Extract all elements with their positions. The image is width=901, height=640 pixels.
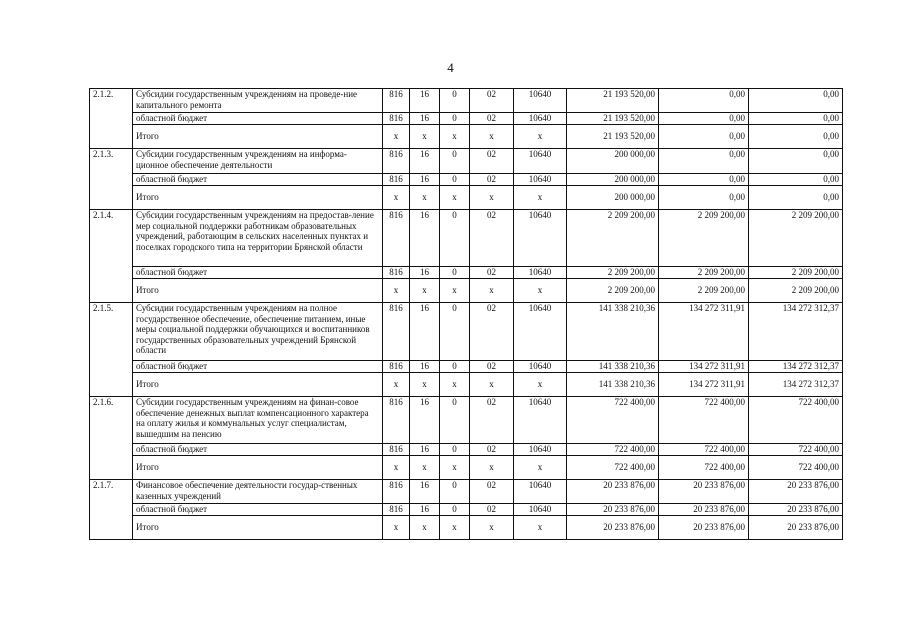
cell-col-4: 16	[410, 149, 440, 174]
section-row	[90, 89, 843, 113]
cell-col-9: 722 400,00	[659, 444, 749, 456]
cell-col-8: 20 233 876,00	[567, 504, 659, 516]
cell-col-9: 20 233 876,00	[659, 516, 749, 540]
cell-col-8: 200 000,00	[567, 186, 659, 210]
total-row	[90, 373, 843, 397]
cell-col-3: х	[383, 125, 410, 149]
cell-col-8: 2 209 200,00	[567, 267, 659, 279]
budget-source-label: областной бюджет	[133, 267, 383, 279]
budget-source-row	[90, 267, 843, 279]
cell-col-6: х	[470, 186, 514, 210]
cell-col-7: 10640	[514, 397, 567, 444]
cell-col-6: 02	[470, 303, 514, 361]
cell-col-10: 0,00	[749, 174, 843, 186]
cell-col-8: 21 193 520,00	[567, 89, 659, 113]
cell-col-10: 0,00	[749, 89, 843, 113]
budget-source-label: областной бюджет	[133, 361, 383, 373]
cell-col-9: 0,00	[659, 174, 749, 186]
total-label: Итого	[133, 125, 383, 149]
cell-col-4: 16	[410, 113, 440, 125]
cell-col-5: х	[440, 456, 470, 480]
cell-col-6: 02	[470, 210, 514, 267]
budget-source-row	[90, 361, 843, 373]
cell-col-5: 0	[440, 303, 470, 361]
cell-col-10: 134 272 312,37	[749, 303, 843, 361]
section-number: 2.1.2.	[90, 89, 133, 149]
section-number: 2.1.4.	[90, 210, 133, 303]
cell-col-7: 10640	[514, 480, 567, 504]
cell-col-9: 0,00	[659, 186, 749, 210]
budget-source-label: областной бюджет	[133, 174, 383, 186]
cell-col-6: 02	[470, 397, 514, 444]
cell-col-7: 10640	[514, 89, 567, 113]
budget-source-row	[90, 174, 843, 186]
section-row	[90, 303, 843, 361]
cell-col-5: 0	[440, 504, 470, 516]
cell-col-3: 816	[383, 210, 410, 267]
cell-col-6: 02	[470, 480, 514, 504]
budget-source-row	[90, 113, 843, 125]
cell-col-6: х	[470, 373, 514, 397]
cell-col-8: 20 233 876,00	[567, 480, 659, 504]
cell-col-9: 0,00	[659, 125, 749, 149]
section-name: Финансовое обеспечение деятельности государ-ственных казенных учреждений	[133, 480, 383, 504]
cell-col-8: 20 233 876,00	[567, 516, 659, 540]
cell-col-7: 10640	[514, 267, 567, 279]
cell-col-8: 200 000,00	[567, 149, 659, 174]
cell-col-10: 134 272 312,37	[749, 361, 843, 373]
section-name: Субсидии государственным учреждениям на проведе-ние капитального ремонта	[133, 89, 383, 113]
cell-col-9: 134 272 311,91	[659, 361, 749, 373]
total-row	[90, 125, 843, 149]
cell-col-7: х	[514, 456, 567, 480]
cell-col-3: х	[383, 373, 410, 397]
cell-col-3: 816	[383, 113, 410, 125]
cell-col-9: 2 209 200,00	[659, 267, 749, 279]
section-name: Субсидии государственным учреждениям на информа-ционное обеспечение деятельности	[133, 149, 383, 174]
budget-source-label: областной бюджет	[133, 504, 383, 516]
cell-col-7: 10640	[514, 174, 567, 186]
section-name: Субсидии государственным учреждениям на предостав-ление мер социальной поддержки работникам образовательных учреждений, работающим в сельских населенных пунктах и поселках городского типа на территории Брянской области	[133, 210, 383, 267]
cell-col-10: 722 400,00	[749, 397, 843, 444]
cell-col-6: 02	[470, 149, 514, 174]
cell-col-7: 10640	[514, 149, 567, 174]
cell-col-10: 20 233 876,00	[749, 516, 843, 540]
total-row	[90, 279, 843, 303]
cell-col-7: 10640	[514, 210, 567, 267]
budget-source-label: областной бюджет	[133, 113, 383, 125]
cell-col-6: 02	[470, 89, 514, 113]
cell-col-9: 20 233 876,00	[659, 504, 749, 516]
cell-col-8: 141 338 210,36	[567, 303, 659, 361]
cell-col-3: 816	[383, 174, 410, 186]
cell-col-7: х	[514, 186, 567, 210]
budget-source-label: областной бюджет	[133, 444, 383, 456]
cell-col-5: х	[440, 279, 470, 303]
section-number: 2.1.6.	[90, 397, 133, 480]
cell-col-6: 02	[470, 504, 514, 516]
section-name: Субсидии государственным учреждениям на полное государственное обеспечение, обеспечение питанием, иные меры социальной поддержки обучающихся и воспитанников государственных образовательных учреждений Брянской области	[133, 303, 383, 361]
section-number: 2.1.3.	[90, 149, 133, 210]
cell-col-10: 0,00	[749, 125, 843, 149]
cell-col-8: 2 209 200,00	[567, 210, 659, 267]
cell-col-4: 16	[410, 361, 440, 373]
section-number: 2.1.7.	[90, 480, 133, 540]
section-row	[90, 480, 843, 504]
cell-col-10: 0,00	[749, 149, 843, 174]
cell-col-5: 0	[440, 397, 470, 444]
cell-col-3: х	[383, 516, 410, 540]
cell-col-4: 16	[410, 210, 440, 267]
cell-col-4: х	[410, 279, 440, 303]
cell-col-3: 816	[383, 480, 410, 504]
cell-col-9: 134 272 311,91	[659, 373, 749, 397]
cell-col-6: х	[470, 516, 514, 540]
cell-col-3: 816	[383, 361, 410, 373]
cell-col-4: х	[410, 373, 440, 397]
cell-col-6: х	[470, 125, 514, 149]
cell-col-3: 816	[383, 397, 410, 444]
cell-col-4: 16	[410, 267, 440, 279]
cell-col-4: 16	[410, 504, 440, 516]
budget-source-row	[90, 504, 843, 516]
cell-col-8: 21 193 520,00	[567, 113, 659, 125]
total-label: Итого	[133, 186, 383, 210]
cell-col-8: 722 400,00	[567, 456, 659, 480]
cell-col-9: 0,00	[659, 89, 749, 113]
cell-col-6: 02	[470, 113, 514, 125]
section-row	[90, 149, 843, 174]
cell-col-3: х	[383, 456, 410, 480]
cell-col-5: 0	[440, 210, 470, 267]
cell-col-5: 0	[440, 480, 470, 504]
cell-col-3: 816	[383, 303, 410, 361]
cell-col-5: 0	[440, 113, 470, 125]
cell-col-10: 20 233 876,00	[749, 504, 843, 516]
cell-col-4: 16	[410, 89, 440, 113]
cell-col-4: х	[410, 125, 440, 149]
cell-col-5: х	[440, 186, 470, 210]
total-row	[90, 186, 843, 210]
cell-col-9: 722 400,00	[659, 397, 749, 444]
budget-source-row	[90, 444, 843, 456]
cell-col-4: х	[410, 516, 440, 540]
page-number: 4	[447, 60, 454, 75]
cell-col-7: 10640	[514, 361, 567, 373]
cell-col-7: х	[514, 279, 567, 303]
cell-col-9: 2 209 200,00	[659, 279, 749, 303]
cell-col-4: 16	[410, 303, 440, 361]
total-label: Итого	[133, 456, 383, 480]
cell-col-6: 02	[470, 174, 514, 186]
cell-col-5: 0	[440, 149, 470, 174]
section-number: 2.1.5.	[90, 303, 133, 397]
cell-col-3: х	[383, 186, 410, 210]
total-label: Итого	[133, 373, 383, 397]
cell-col-10: 134 272 312,37	[749, 373, 843, 397]
cell-col-7: х	[514, 125, 567, 149]
cell-col-5: 0	[440, 89, 470, 113]
cell-col-9: 722 400,00	[659, 456, 749, 480]
cell-col-5: 0	[440, 174, 470, 186]
total-label: Итого	[133, 516, 383, 540]
cell-col-7: 10640	[514, 113, 567, 125]
cell-col-10: 0,00	[749, 113, 843, 125]
cell-col-10: 722 400,00	[749, 456, 843, 480]
cell-col-7: х	[514, 516, 567, 540]
cell-col-9: 20 233 876,00	[659, 480, 749, 504]
cell-col-4: 16	[410, 444, 440, 456]
cell-col-7: 10640	[514, 504, 567, 516]
cell-col-4: 16	[410, 174, 440, 186]
cell-col-3: 816	[383, 267, 410, 279]
cell-col-8: 722 400,00	[567, 444, 659, 456]
cell-col-8: 141 338 210,36	[567, 373, 659, 397]
cell-col-10: 2 209 200,00	[749, 279, 843, 303]
cell-col-4: 16	[410, 480, 440, 504]
cell-col-3: 816	[383, 504, 410, 516]
cell-col-10: 2 209 200,00	[749, 267, 843, 279]
cell-col-8: 141 338 210,36	[567, 361, 659, 373]
cell-col-8: 200 000,00	[567, 174, 659, 186]
cell-col-9: 0,00	[659, 113, 749, 125]
cell-col-4: 16	[410, 397, 440, 444]
section-name: Субсидии государственным учреждениям на финан-совое обеспечение денежных выплат компенсационного характера на оплату жилья и коммунальных услуг специалистам, вышедшим на пенсию	[133, 397, 383, 444]
section-row	[90, 397, 843, 444]
cell-col-8: 722 400,00	[567, 397, 659, 444]
cell-col-6: 02	[470, 361, 514, 373]
cell-col-7: х	[514, 373, 567, 397]
cell-col-3: 816	[383, 89, 410, 113]
cell-col-5: х	[440, 373, 470, 397]
total-row	[90, 516, 843, 540]
cell-col-3: 816	[383, 149, 410, 174]
cell-col-9: 2 209 200,00	[659, 210, 749, 267]
cell-col-5: х	[440, 516, 470, 540]
section-row	[90, 210, 843, 267]
cell-col-10: 722 400,00	[749, 444, 843, 456]
cell-col-4: х	[410, 456, 440, 480]
cell-col-5: х	[440, 125, 470, 149]
cell-col-6: 02	[470, 444, 514, 456]
cell-col-10: 20 233 876,00	[749, 480, 843, 504]
cell-col-3: 816	[383, 444, 410, 456]
cell-col-10: 0,00	[749, 186, 843, 210]
cell-col-3: х	[383, 279, 410, 303]
cell-col-10: 2 209 200,00	[749, 210, 843, 267]
cell-col-6: 02	[470, 267, 514, 279]
total-row	[90, 456, 843, 480]
cell-col-7: 10640	[514, 303, 567, 361]
cell-col-4: х	[410, 186, 440, 210]
cell-col-7: 10640	[514, 444, 567, 456]
cell-col-9: 0,00	[659, 149, 749, 174]
cell-col-6: х	[470, 279, 514, 303]
cell-col-8: 2 209 200,00	[567, 279, 659, 303]
budget-table	[89, 88, 843, 540]
cell-col-5: 0	[440, 361, 470, 373]
cell-col-9: 134 272 311,91	[659, 303, 749, 361]
cell-col-6: х	[470, 456, 514, 480]
table-body	[90, 89, 843, 540]
cell-col-8: 21 193 520,00	[567, 125, 659, 149]
total-label: Итого	[133, 279, 383, 303]
cell-col-5: 0	[440, 267, 470, 279]
cell-col-5: 0	[440, 444, 470, 456]
